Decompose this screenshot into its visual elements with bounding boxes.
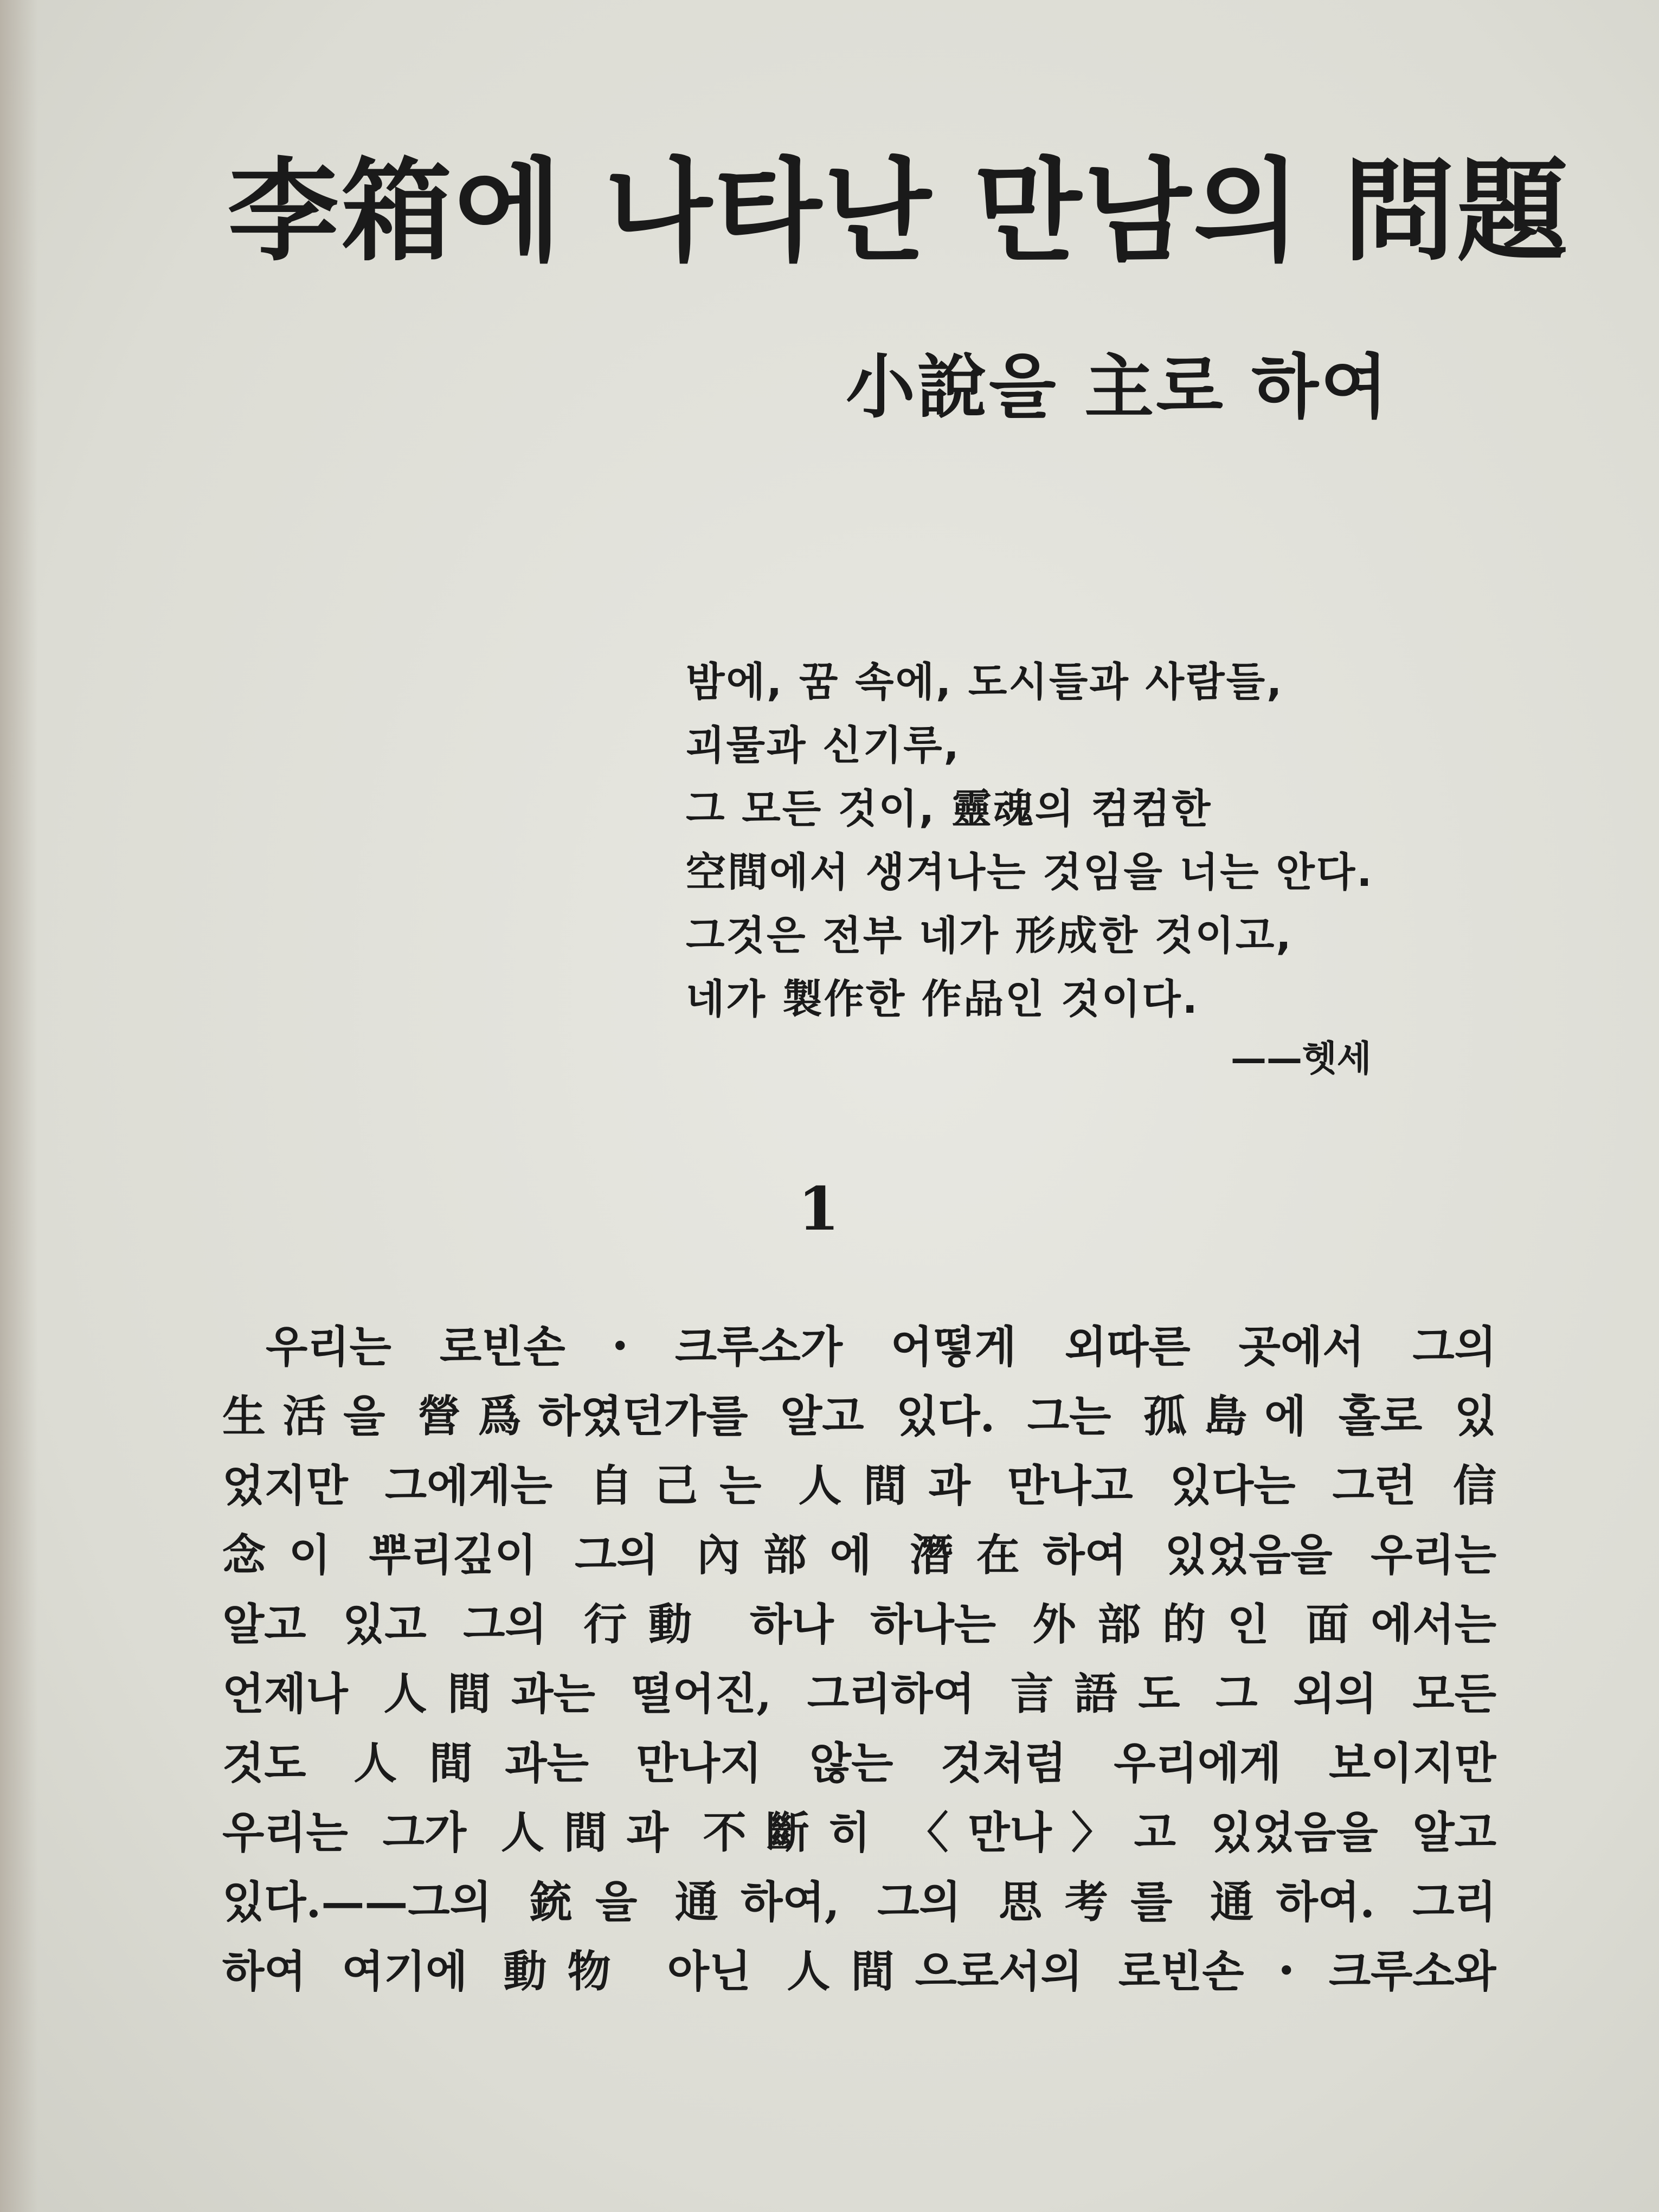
page-binding-shadow [0, 0, 38, 2212]
body-line: 念이 뿌리깊이 그의 內部에 潛在하여 있었음을 우리는 [222, 1529, 1496, 1580]
body-line: 것도 人間과는 만나지 않는 것처럼 우리에게 보이지만 [222, 1738, 1496, 1789]
epigraph-line: 네가 製作한 作品인 것이다. [686, 976, 1199, 1023]
body-line: 알고 있고 그의 行動 하나 하나는 外部的인 面에서는 [222, 1599, 1496, 1650]
body-line: 언제나 人間과는 떨어진, 그리하여 言語도 그 외의 모든 [222, 1668, 1496, 1719]
article-subtitle: 小說을 主로 하여 [846, 347, 1390, 428]
section-number: 1 [798, 1174, 840, 1244]
epigraph-attribution: ——헷세 [1231, 1038, 1372, 1079]
article-title: 李箱에 나타난 만남의 問題 [228, 146, 1571, 276]
epigraph-line: 괴물과 신기루, [686, 722, 961, 769]
body-line: 生活을 營爲하였던가를 알고 있다. 그는 孤島에 홀로 있 [222, 1391, 1496, 1442]
body-text [222, 1312, 1496, 2006]
body-line: 우리는 로빈손・크루소가 어떻게 외따른 곳에서 그의 [266, 1321, 1496, 1372]
epigraph-line: 그것은 전부 네가 形成한 것이고, [686, 912, 1293, 959]
body-line: 우리는 그가 人間과 不斷히 〈만나〉고 있었음을 알고 [222, 1807, 1496, 1858]
body-line: 있다.——그의 銃을 通하여, 그의 思考를 通하여. 그리 [222, 1876, 1496, 1927]
epigraph-line: 空間에서 생겨나는 것임을 너는 안다. [686, 849, 1374, 896]
body-line: 하여 여기에 動物 아닌 人間으로서의 로빈손・크루소와 [222, 1946, 1496, 1997]
epigraph [686, 651, 1472, 1031]
body-line: 었지만 그에게는 自己는 人間과 만나고 있다는 그런 信 [222, 1460, 1496, 1511]
epigraph-line: 그 모든 것이, 靈魂의 컴컴한 [686, 786, 1212, 832]
epigraph-line: 밤에, 꿈 속에, 도시들과 사람들, [686, 659, 1284, 705]
